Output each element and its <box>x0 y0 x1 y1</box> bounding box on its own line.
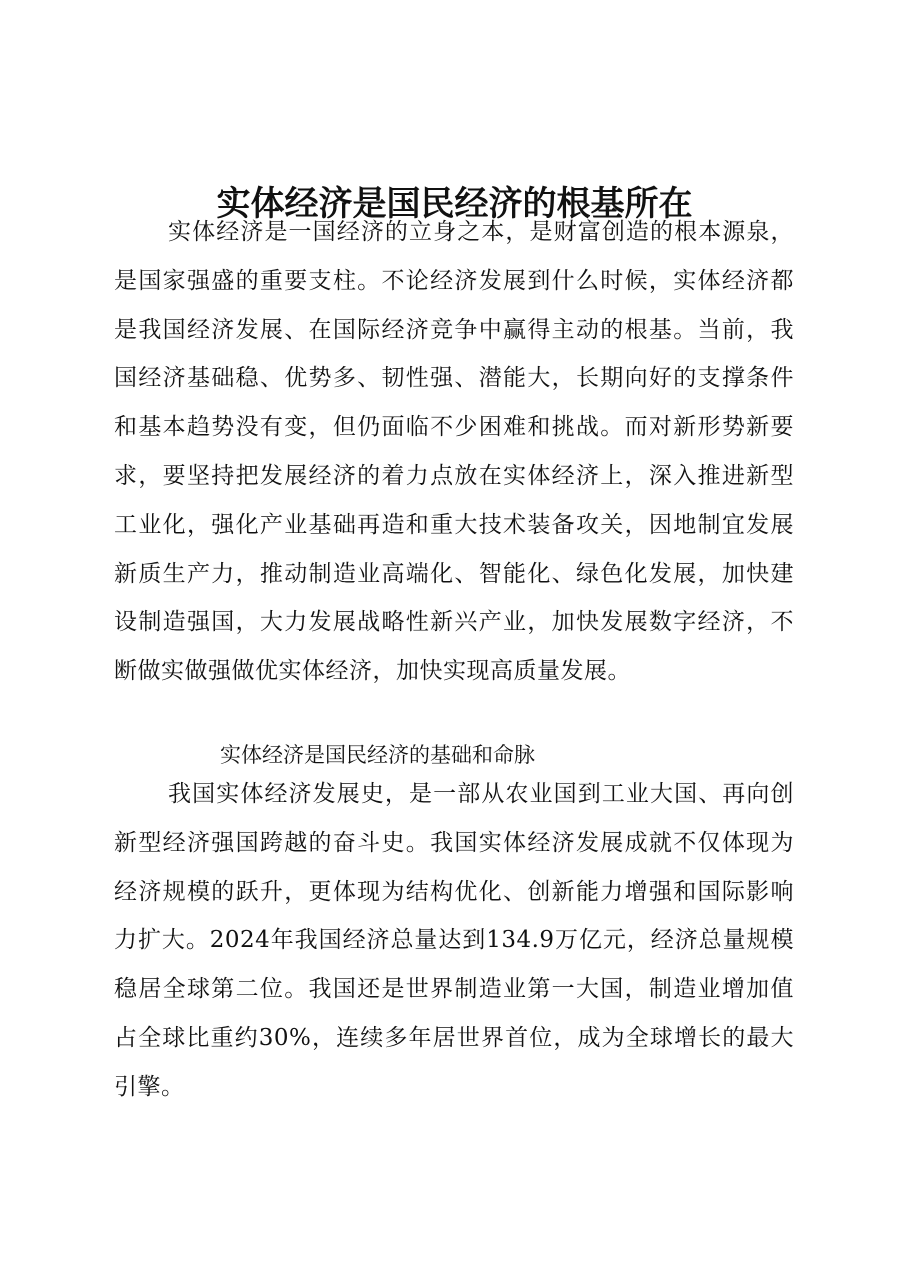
paragraph-intro: 实体经济是一国经济的立身之本，是财富创造的根本源泉，是国家强盛的重要支柱。不论经济发展到什么时候，实体经济都是我国经济发展、在国际经济竞争中赢得主动的根基。当前，我国经济基础稳、优势多、韧性强、潜能大，长期向好的支撑条件和基本趋势没有变，但仍面临不少困难和挑战。而对新形势新要求，要坚持把发展经济的着力点放在实体经济上，深入推进新型工业化，强化产业基础再造和重大技术装备攻关，因地制宜发展新质生产力，推动制造业高端化、智能化、绿色化发展，加快建设制造强国，大力发展战略性新兴产业，加快发展数字经济，不断做实做强做优实体经济，加快实现高质量发展。 <box>114 219 794 685</box>
paragraph-history: 我国实体经济发展史，是一部从农业国到工业大国、再向创新型经济强国跨越的奋斗史。我国实体经济发展成就不仅体现为经济规模的跃升，更体现为结构优化、创新能力增强和国际影响力扩大。2024年我国经济总量达到134.9万亿元，经济总量规模稳居全球第二位。我国还是世界制造业第一大国，制造业增加值占全球比重约30%，连续多年居世界首位，成为全球增长的最大引擎。 <box>114 781 794 1100</box>
section-subheading: 实体经济是国民经济的基础和命脉 <box>220 743 535 767</box>
document-title: 实体经济是国民经济的根基所在 <box>216 183 693 224</box>
